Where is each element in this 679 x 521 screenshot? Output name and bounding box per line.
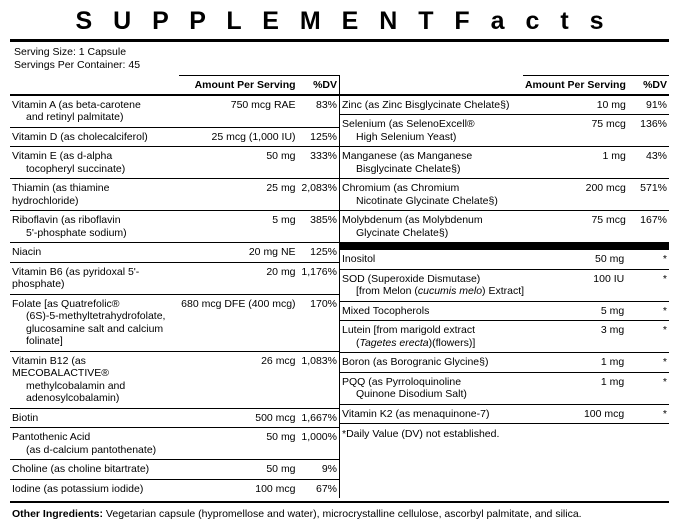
nutrient-name-cont: and retinyl palmitate) xyxy=(26,111,124,123)
nutrient-name-cont: Quinone Disodium Salt) xyxy=(356,388,467,400)
nutrient-dv: 125% xyxy=(298,243,339,263)
nutrient-name-cont: High Selenium Yeast) xyxy=(356,130,457,143)
nutrient-name-cont2: glucosamine salt and calcium folinate] xyxy=(26,322,164,347)
table-row xyxy=(10,460,339,480)
table-row xyxy=(340,321,669,353)
nutrient-name: Riboflavin (as riboflavin xyxy=(12,214,121,226)
table-row xyxy=(10,179,339,211)
nutrient-dv: 1,083% xyxy=(298,351,339,408)
nutrient-amount: 1 mg xyxy=(541,353,627,373)
nutrient-amount: 50 mg xyxy=(179,428,297,460)
nutrient-amount: 25 mg xyxy=(179,179,297,211)
nutrient-amount: 50 mg xyxy=(179,460,297,480)
nutrient-name: Manganese (as Manganese xyxy=(342,150,473,162)
table-row xyxy=(10,127,339,147)
nutrient-amount: 5 mg xyxy=(179,211,297,243)
nutrient-amount: 1 mg xyxy=(523,147,628,179)
nutrient-name-cont: [from Melon (cucumis melo) Extract] xyxy=(356,285,525,297)
left-header-dv: %DV xyxy=(298,76,339,95)
right-header-dv: %DV xyxy=(628,76,669,95)
facts-column-left xyxy=(10,75,339,498)
nutrient-dv: 83% xyxy=(298,95,339,128)
right-header-amount: Amount Per Serving xyxy=(523,76,628,95)
nutrient-name: Vitamin B12 (as MECOBALACTIVE® xyxy=(12,354,110,379)
nutrient-name: Vitamin B6 (as pyridoxal 5'-phosphate) xyxy=(10,262,179,294)
right-table-header-row xyxy=(340,76,669,95)
table-row xyxy=(10,408,339,428)
nutrient-amount: 100 mcg xyxy=(255,482,296,495)
nutrient-dv: * xyxy=(626,269,669,301)
table-row xyxy=(10,243,339,263)
nutrient-name-cont: tocopheryl succinate) xyxy=(26,162,126,175)
table-row xyxy=(10,479,339,498)
right-nutrient-table xyxy=(340,75,669,243)
nutrient-dv: 385% xyxy=(298,211,339,243)
other-ingredients-label: Other Ingredients: xyxy=(12,508,104,520)
nutrient-amount: 1 mg xyxy=(541,372,627,404)
nutrient-dv: 170% xyxy=(298,294,339,351)
servings-per-container: Servings Per Container: 45 xyxy=(14,58,141,71)
table-row xyxy=(340,372,669,404)
nutrient-name-cont: Glycinate Chelate§) xyxy=(356,226,449,239)
nutrient-dv: 43% xyxy=(628,147,669,179)
nutrient-dv: 125% xyxy=(298,127,339,147)
nutrient-name-cont: (6S)-5-methyltetrahydrofolate, xyxy=(26,310,166,322)
table-row xyxy=(340,301,669,321)
nutrient-name: Vitamin D (as cholecalciferol) xyxy=(10,127,179,147)
other-ingredients-text: Vegetarian capsule (hypromellose and water), microcrystalline cellulose, ascorbyl palmitate, and silica. xyxy=(103,508,582,520)
nutrient-dv: * xyxy=(626,353,669,373)
nutrient-dv: 9% xyxy=(298,460,339,480)
nutrient-amount: 25 mcg (1,000 IU) xyxy=(179,127,297,147)
table-row xyxy=(10,262,339,294)
nutrient-amount: 3 mg xyxy=(541,321,627,353)
nutrient-name: Zinc (as Zinc Bisglycinate Chelate§) xyxy=(340,95,523,115)
nutrient-amount: 10 mg xyxy=(523,95,628,115)
nutrient-name: SOD (Superoxide Dismutase) xyxy=(342,272,481,285)
nutrient-name-cont: Bisglycinate Chelate§) xyxy=(356,162,461,175)
nutrient-dv: 2,083% xyxy=(298,179,339,211)
nutrient-dv: 1,176% xyxy=(298,262,339,294)
table-row xyxy=(340,147,669,179)
nutrient-name: Selenium (as SelenoExcell® xyxy=(342,118,475,130)
table-row xyxy=(340,353,669,373)
nutrient-name: Boron (as Borogranic Glycine§) xyxy=(340,353,541,373)
table-row xyxy=(10,428,339,460)
nutrient-name: Niacin xyxy=(10,243,179,263)
table-row xyxy=(340,250,669,269)
nutrient-dv: * xyxy=(626,404,669,424)
nutrient-name: PQQ (as Pyrroloquinoline xyxy=(342,375,462,388)
left-table-header-row xyxy=(10,76,339,95)
nutrient-name-cont: methylcobalamin and adenosylcobalamin) xyxy=(26,379,126,404)
table-row xyxy=(340,269,669,301)
nutrient-name: Choline (as choline bitartrate) xyxy=(10,460,179,480)
nutrient-dv: 1,667% xyxy=(298,408,339,428)
facts-column-right xyxy=(340,75,669,498)
serving-size: Serving Size: 1 Capsule xyxy=(14,46,127,58)
table-row xyxy=(10,351,339,408)
nutrient-dv: 136% xyxy=(628,115,669,147)
nutrient-name: Thiamin (as thiamine hydrochloride) xyxy=(10,179,179,211)
nutrient-name-cont: Nicotinate Glycinate Chelate§) xyxy=(356,194,498,207)
nutrient-amount: 200 mcg xyxy=(523,179,628,211)
nutrient-dv: * xyxy=(626,321,669,353)
nutrient-amount: 75 mcg xyxy=(523,115,628,147)
nutrient-amount: 50 mg xyxy=(541,250,627,269)
right-header-blank xyxy=(340,76,523,95)
table-row xyxy=(340,404,669,424)
nutrient-name: Mixed Tocopherols xyxy=(340,301,541,321)
nutrient-name-cont: 5'-phosphate sodium) xyxy=(26,226,127,239)
other-ingredients xyxy=(10,503,669,521)
nutrient-amount: 75 mcg xyxy=(523,211,628,243)
left-header-blank xyxy=(10,76,179,95)
serving-info xyxy=(10,42,669,75)
nutrient-name: Biotin xyxy=(10,408,179,428)
nutrient-name: Iodine (as potassium iodide) xyxy=(12,482,144,495)
nutrient-amount: 100 IU xyxy=(541,269,627,301)
nutrient-name: Vitamin E (as d-alpha xyxy=(12,150,113,162)
table-row xyxy=(340,179,669,211)
nutrient-name-cont: (as d-calcium pantothenate) xyxy=(26,443,157,456)
left-header-amount: Amount Per Serving xyxy=(179,76,297,95)
table-row xyxy=(10,95,339,128)
nutrient-amount: 750 mcg RAE xyxy=(179,95,297,128)
nutrient-name-cont: (Tagetes erecta)(flowers)] xyxy=(356,336,476,349)
left-nutrient-table xyxy=(10,75,339,498)
nutrient-name: Folate [as Quatrefolic® xyxy=(12,297,120,310)
daily-value-footnote: *Daily Value (DV) not established. xyxy=(342,428,500,440)
nutrient-dv: * xyxy=(626,372,669,404)
table-row xyxy=(10,294,339,351)
nutrient-amount: 5 mg xyxy=(541,301,627,321)
nutrient-amount: 500 mcg xyxy=(179,408,297,428)
nutrient-name: Vitamin A (as beta-carotene xyxy=(12,98,141,111)
nutrient-name: Inositol xyxy=(340,250,541,269)
nutrient-name: Molybdenum (as Molybdenum xyxy=(342,214,483,226)
nutrient-dv: 91% xyxy=(628,95,669,115)
page-title: S U P P L E M E N T F a c t s xyxy=(75,7,611,35)
nutrient-name: Lutein [from marigold extract xyxy=(342,324,476,336)
nutrient-amount: 26 mcg xyxy=(179,351,297,408)
nutrient-dv: 571% xyxy=(628,179,669,211)
nutrient-dv: 1,000% xyxy=(298,428,339,460)
table-row xyxy=(340,115,669,147)
right-nondv-table xyxy=(340,250,669,424)
nutrient-dv: 67% xyxy=(315,482,337,495)
nutrient-name: Vitamin K2 (as menaquinone-7) xyxy=(340,404,541,424)
nutrient-dv: 167% xyxy=(628,211,669,243)
facts-columns xyxy=(10,75,669,498)
nutrient-amount: 20 mg xyxy=(179,262,297,294)
nutrient-amount: 20 mg NE xyxy=(179,243,297,263)
nutrient-amount: 680 mcg DFE (400 mcg) xyxy=(179,294,297,351)
nutrient-name: Chromium (as Chromium xyxy=(342,182,460,194)
nutrient-name: Pantothenic Acid xyxy=(12,431,91,443)
nutrient-dv: * xyxy=(626,250,669,269)
nutrient-amount: 50 mg xyxy=(179,147,297,179)
nutrient-amount: 100 mcg xyxy=(541,404,627,424)
section-separator-bar xyxy=(340,243,669,250)
table-row xyxy=(340,211,669,243)
table-row xyxy=(10,211,339,243)
nutrient-dv: * xyxy=(626,301,669,321)
nutrient-dv: 333% xyxy=(298,147,339,179)
table-row xyxy=(340,95,669,115)
table-row xyxy=(10,147,339,179)
